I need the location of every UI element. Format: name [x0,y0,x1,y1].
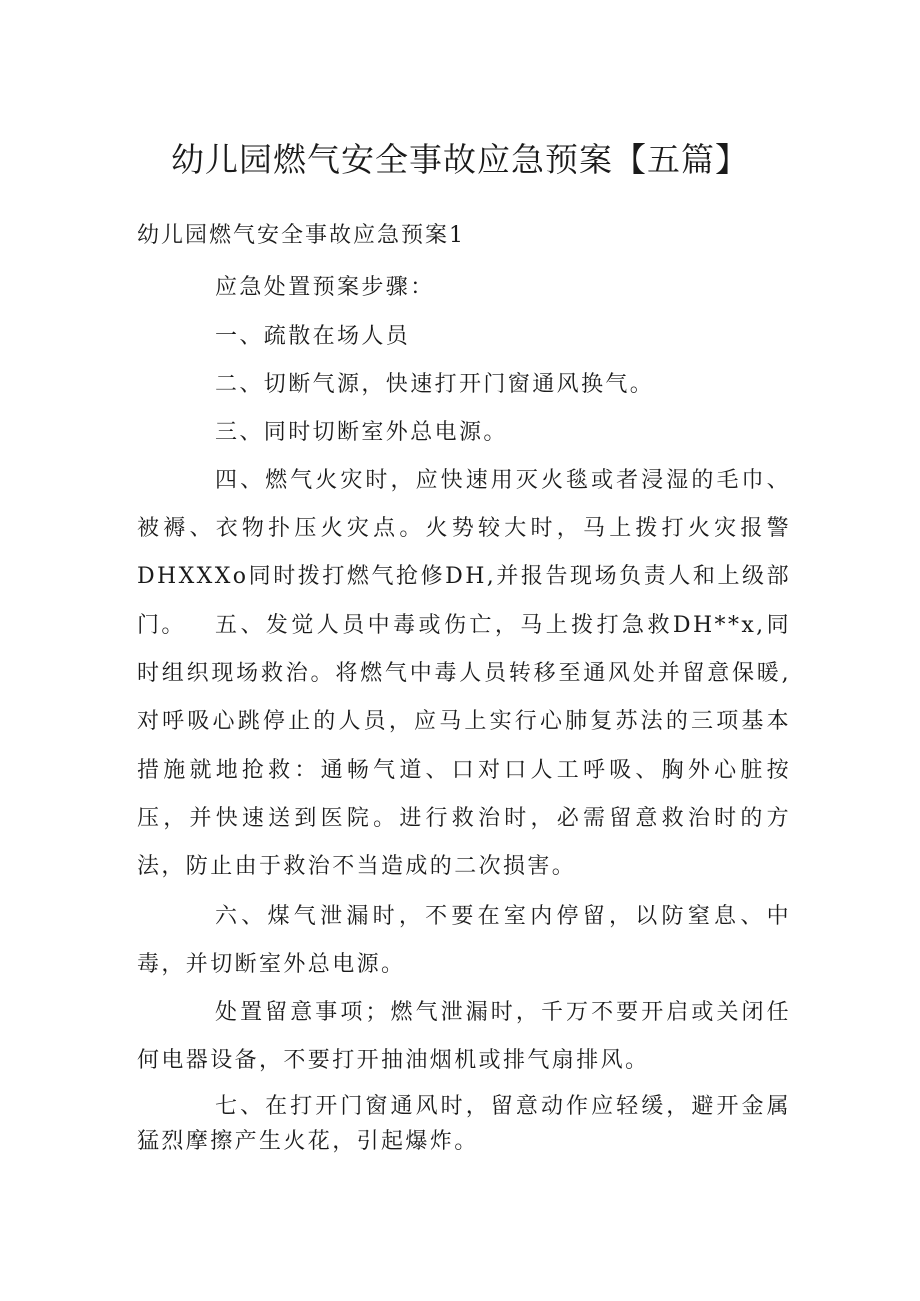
step-3-paragraph: 三、同时切断室外总电源。 [215,420,508,445]
precautions-paragraph: 处置留意事项；燃气泄漏时，千万不要开启或关闭任何电器设备，不要打开抽油烟机或排气扇排风。 [137,1000,791,1074]
step-6-paragraph: 六、煤气泄漏时，不要在室内停留，以防窒息、中毒，并切断室外总电源。 [137,904,791,978]
section-heading: 幼儿园燃气安全事故应急预案1 [137,223,465,248]
step-1-paragraph: 一、疏散在场人员 [215,324,411,349]
steps-heading: 应急处置预案步骤： [215,275,435,300]
step-2-paragraph: 二、切断气源，快速打开门窗通风换气。 [215,372,655,397]
step-7-paragraph: 七、在打开门窗通风时，留意动作应轻缓，避开金属猛烈摩擦产生火花，引起爆炸。 [137,1094,791,1154]
step-4-paragraph: 四、燃气火灾时，应快速用灭火毯或者浸湿的毛巾、被褥、衣物扑压火灾点。火势较大时，马上拨打火灾报警DHXXXo同时拨打燃气抢修DH,并报告现场负责人和上级部门。 [137,468,791,638]
step-5-paragraph: 五、发觉人员中毒或伤亡，马上拨打急救DH**x,同时组织现场救治。将燃气中毒人员转移至通风处并留意保暖,对呼吸心跳停止的人员，应马上实行心肺复苏法的三项基本措施就地抢救：通畅气道、口对口人工呼吸、胸外心脏按压，并快速送到医院。进行救治时，必需留意救治时的方法，防止由于救治不当造成的二次损害。 [137,613,791,880]
document-title: 幼儿园燃气安全事故应急预案【五篇】 [171,140,749,179]
